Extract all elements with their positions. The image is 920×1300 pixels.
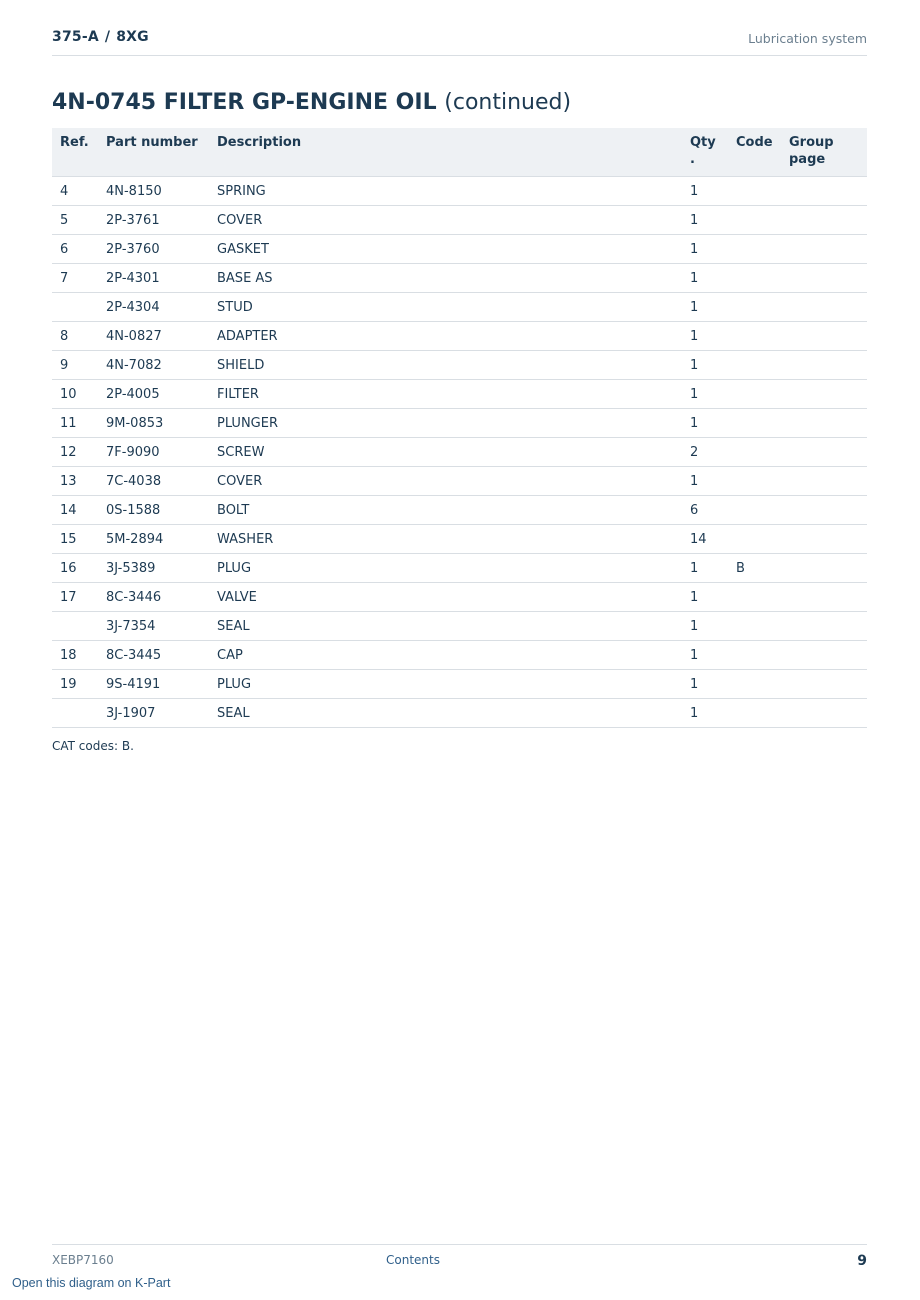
cell-description: BASE AS bbox=[209, 264, 682, 293]
table-row bbox=[52, 583, 867, 612]
group-header-line2: page bbox=[789, 152, 826, 167]
cell-description: COVER bbox=[209, 206, 682, 235]
cell-code: B bbox=[728, 554, 781, 583]
cell-description: SEAL bbox=[209, 612, 682, 641]
cell-ref: 14 bbox=[52, 496, 98, 525]
cell-description: VALVE bbox=[209, 583, 682, 612]
document-page bbox=[52, 0, 867, 1300]
cell-group-page bbox=[781, 293, 867, 322]
page-header bbox=[52, 28, 867, 56]
cell-code bbox=[728, 293, 781, 322]
table-row bbox=[52, 525, 867, 554]
header-row bbox=[52, 128, 867, 177]
cell-code bbox=[728, 380, 781, 409]
cell-code bbox=[728, 612, 781, 641]
section-name: Lubrication system bbox=[748, 31, 867, 46]
table-row bbox=[52, 293, 867, 322]
cell-ref: 12 bbox=[52, 438, 98, 467]
cell-part-number: 8C-3446 bbox=[98, 583, 209, 612]
cell-qty: 1 bbox=[682, 554, 728, 583]
cell-ref: 10 bbox=[52, 380, 98, 409]
table-row bbox=[52, 670, 867, 699]
cell-ref: 6 bbox=[52, 235, 98, 264]
cell-code bbox=[728, 438, 781, 467]
cell-qty: 1 bbox=[682, 670, 728, 699]
cell-part-number: 2P-4304 bbox=[98, 293, 209, 322]
cell-qty: 1 bbox=[682, 699, 728, 728]
table-row bbox=[52, 206, 867, 235]
cell-code bbox=[728, 699, 781, 728]
column-header-description: Description bbox=[209, 128, 682, 177]
cell-ref: 15 bbox=[52, 525, 98, 554]
cell-part-number: 5M-2894 bbox=[98, 525, 209, 554]
cell-description: WASHER bbox=[209, 525, 682, 554]
cell-ref: 8 bbox=[52, 322, 98, 351]
cell-group-page bbox=[781, 467, 867, 496]
cell-part-number: 4N-8150 bbox=[98, 177, 209, 206]
cell-qty: 2 bbox=[682, 438, 728, 467]
cell-qty: 1 bbox=[682, 467, 728, 496]
cell-qty: 1 bbox=[682, 351, 728, 380]
cell-description: SHIELD bbox=[209, 351, 682, 380]
cell-group-page bbox=[781, 206, 867, 235]
cell-qty: 1 bbox=[682, 583, 728, 612]
cell-qty: 1 bbox=[682, 206, 728, 235]
cell-ref: 17 bbox=[52, 583, 98, 612]
column-header-ref: Ref. bbox=[52, 128, 98, 177]
cell-group-page bbox=[781, 699, 867, 728]
table-row bbox=[52, 235, 867, 264]
cell-code bbox=[728, 351, 781, 380]
cell-code bbox=[728, 409, 781, 438]
cell-code bbox=[728, 177, 781, 206]
cell-ref: 9 bbox=[52, 351, 98, 380]
cell-part-number: 4N-0827 bbox=[98, 322, 209, 351]
cell-part-number: 2P-3760 bbox=[98, 235, 209, 264]
continued-label: (continued) bbox=[444, 90, 572, 115]
cell-ref bbox=[52, 293, 98, 322]
cell-description: FILTER bbox=[209, 380, 682, 409]
parts-table-body bbox=[52, 177, 867, 728]
serial-prefix: 8XG bbox=[116, 29, 149, 45]
cell-part-number: 9S-4191 bbox=[98, 670, 209, 699]
cell-code bbox=[728, 467, 781, 496]
open-on-kpart-link[interactable]: Open this diagram on K-Part bbox=[12, 1276, 171, 1290]
table-row bbox=[52, 496, 867, 525]
table-row bbox=[52, 264, 867, 293]
table-row bbox=[52, 612, 867, 641]
cell-qty: 1 bbox=[682, 409, 728, 438]
cell-qty: 14 bbox=[682, 525, 728, 554]
table-row bbox=[52, 467, 867, 496]
table-row bbox=[52, 409, 867, 438]
cell-group-page bbox=[781, 235, 867, 264]
table-row bbox=[52, 380, 867, 409]
cell-qty: 1 bbox=[682, 293, 728, 322]
qty-header-line2: . bbox=[690, 152, 695, 167]
model-number: 375-A bbox=[52, 29, 99, 45]
cell-qty: 1 bbox=[682, 322, 728, 351]
cell-ref: 19 bbox=[52, 670, 98, 699]
cell-part-number: 9M-0853 bbox=[98, 409, 209, 438]
cell-code bbox=[728, 670, 781, 699]
cell-code bbox=[728, 583, 781, 612]
cell-description: SCREW bbox=[209, 438, 682, 467]
cell-group-page bbox=[781, 670, 867, 699]
cell-group-page bbox=[781, 177, 867, 206]
cell-group-page bbox=[781, 496, 867, 525]
table-row bbox=[52, 699, 867, 728]
parts-table-header bbox=[52, 128, 867, 177]
cell-description: PLUNGER bbox=[209, 409, 682, 438]
table-row bbox=[52, 438, 867, 467]
cell-ref bbox=[52, 612, 98, 641]
parts-table bbox=[52, 128, 867, 728]
cell-part-number: 3J-5389 bbox=[98, 554, 209, 583]
qty-header-line1: Qty bbox=[690, 135, 716, 150]
cell-ref: 16 bbox=[52, 554, 98, 583]
cell-qty: 1 bbox=[682, 612, 728, 641]
cell-qty: 1 bbox=[682, 641, 728, 670]
table-row bbox=[52, 641, 867, 670]
cat-codes-footnote: CAT codes: B. bbox=[52, 739, 134, 753]
cell-description: PLUG bbox=[209, 554, 682, 583]
cell-description: COVER bbox=[209, 467, 682, 496]
cell-code bbox=[728, 525, 781, 554]
cell-description: SEAL bbox=[209, 699, 682, 728]
cell-ref: 11 bbox=[52, 409, 98, 438]
cell-part-number: 3J-7354 bbox=[98, 612, 209, 641]
cell-description: GASKET bbox=[209, 235, 682, 264]
table-row bbox=[52, 351, 867, 380]
cell-code bbox=[728, 235, 781, 264]
cell-part-number: 0S-1588 bbox=[98, 496, 209, 525]
cell-description: SPRING bbox=[209, 177, 682, 206]
cell-description: STUD bbox=[209, 293, 682, 322]
cell-ref: 7 bbox=[52, 264, 98, 293]
cell-code bbox=[728, 264, 781, 293]
column-header-group-page bbox=[781, 128, 867, 177]
cell-code bbox=[728, 206, 781, 235]
cell-group-page bbox=[781, 351, 867, 380]
cell-part-number: 8C-3445 bbox=[98, 641, 209, 670]
cell-part-number: 2P-4301 bbox=[98, 264, 209, 293]
page-number: 9 bbox=[857, 1253, 867, 1269]
cell-code bbox=[728, 641, 781, 670]
identifier-separator: / bbox=[104, 29, 111, 45]
cell-qty: 1 bbox=[682, 264, 728, 293]
table-row bbox=[52, 554, 867, 583]
cell-qty: 1 bbox=[682, 380, 728, 409]
cell-group-page bbox=[781, 554, 867, 583]
column-header-code: Code bbox=[728, 128, 781, 177]
cell-code bbox=[728, 496, 781, 525]
cell-description: BOLT bbox=[209, 496, 682, 525]
cell-group-page bbox=[781, 409, 867, 438]
table-row bbox=[52, 177, 867, 206]
cell-part-number: 2P-4005 bbox=[98, 380, 209, 409]
cell-part-number: 2P-3761 bbox=[98, 206, 209, 235]
cell-group-page bbox=[781, 641, 867, 670]
cell-group-page bbox=[781, 583, 867, 612]
cell-group-page bbox=[781, 264, 867, 293]
column-header-part-number: Part number bbox=[98, 128, 209, 177]
cell-part-number: 3J-1907 bbox=[98, 699, 209, 728]
cell-description: CAP bbox=[209, 641, 682, 670]
cell-qty: 1 bbox=[682, 177, 728, 206]
contents-link[interactable]: Contents bbox=[386, 1253, 440, 1267]
document-id: XEBP7160 bbox=[52, 1253, 114, 1267]
cell-part-number: 7C-4038 bbox=[98, 467, 209, 496]
cell-part-number: 4N-7082 bbox=[98, 351, 209, 380]
part-group-title: 4N-0745 FILTER GP-ENGINE OIL bbox=[52, 90, 437, 115]
cell-ref: 13 bbox=[52, 467, 98, 496]
cell-description: PLUG bbox=[209, 670, 682, 699]
page-footer bbox=[52, 1244, 867, 1274]
cell-ref bbox=[52, 699, 98, 728]
table-row bbox=[52, 322, 867, 351]
cell-ref: 5 bbox=[52, 206, 98, 235]
cell-qty: 6 bbox=[682, 496, 728, 525]
cell-ref: 4 bbox=[52, 177, 98, 206]
page-title bbox=[52, 90, 571, 115]
group-header-line1: Group bbox=[789, 135, 834, 150]
cell-ref: 18 bbox=[52, 641, 98, 670]
machine-identifier bbox=[52, 29, 149, 45]
cell-qty: 1 bbox=[682, 235, 728, 264]
cell-group-page bbox=[781, 322, 867, 351]
cell-part-number: 7F-9090 bbox=[98, 438, 209, 467]
cell-code bbox=[728, 322, 781, 351]
cell-group-page bbox=[781, 438, 867, 467]
cell-group-page bbox=[781, 612, 867, 641]
cell-group-page bbox=[781, 525, 867, 554]
cell-group-page bbox=[781, 380, 867, 409]
cell-description: ADAPTER bbox=[209, 322, 682, 351]
column-header-qty bbox=[682, 128, 728, 177]
